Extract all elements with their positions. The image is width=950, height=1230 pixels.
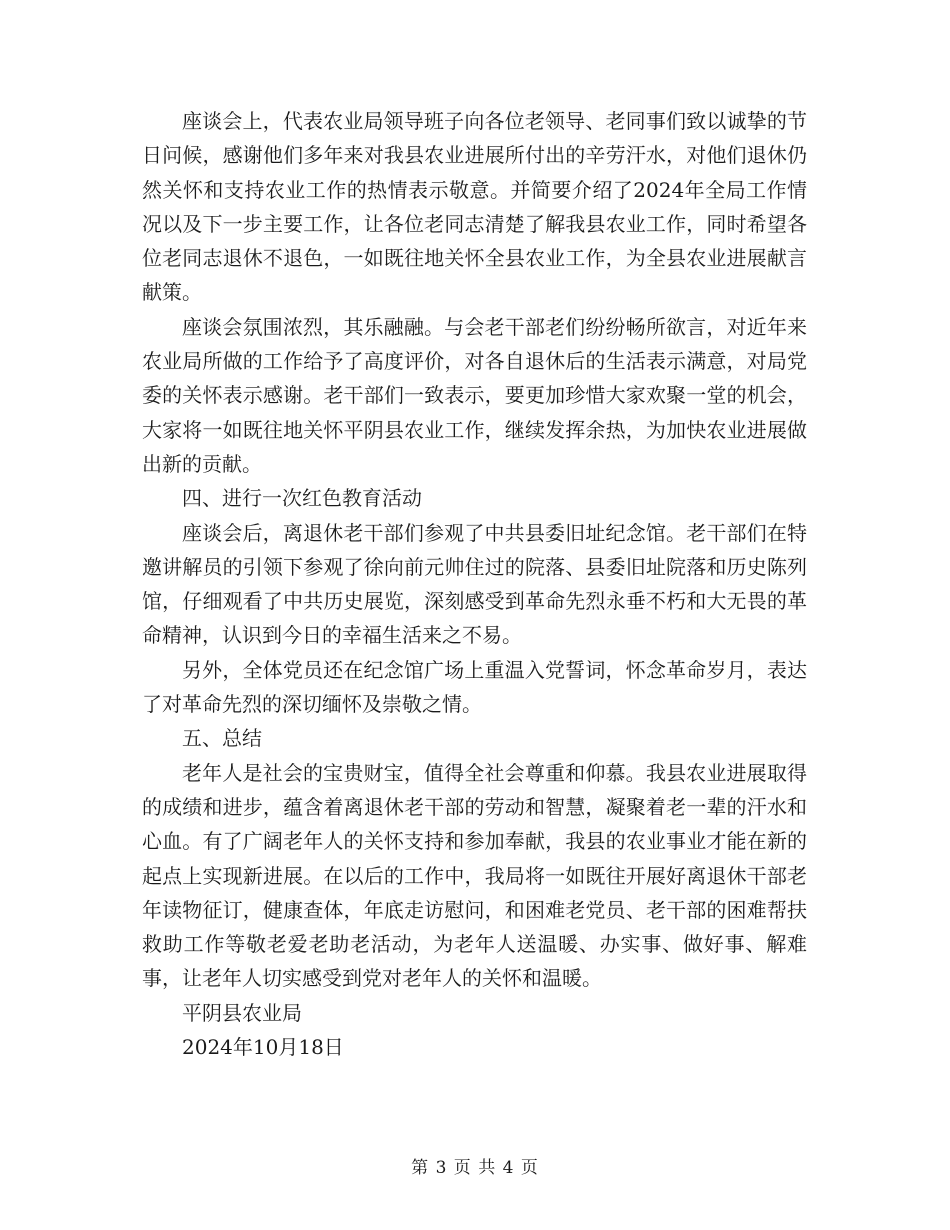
signature-date: 2024年10月18日: [182, 1035, 344, 1060]
section-heading-summary: 五、总结: [182, 726, 262, 751]
document-body: [142, 104, 807, 1064]
paragraph-symposium-atmosphere: 座谈会氛围浓烈，其乐融融。与会老干部老们纷纷畅所欲言，对近年来农业局所做的工作给予了高度评价，对各自退休后的生活表示满意，对局党委的关怀表示感谢。老干部们一致表示，要更加珍惜大家欢聚一堂的机会，大家将一如既往地关怀平阴县农业工作，继续发挥余热，为加快农业进展做出新的贡献。: [142, 314, 807, 476]
paragraph-memorial-visit: 座谈会后，离退休老干部们参观了中共县委旧址纪念馆。老干部们在特邀讲解员的引领下参观了徐向前元帅住过的院落、县委旧址院落和历史陈列馆，仔细观看了中共历史展览，深刻感受到革命先烈永垂不朽和大无畏的革命精神，认识到今日的幸福生活来之不易。: [142, 520, 807, 648]
paragraph-summary: 老年人是社会的宝贵财宝，值得全社会尊重和仰慕。我县农业进展取得的成绩和进步，蕴含着离退休老干部的劳动和智慧，凝聚着老一辈的汗水和心血。有了广阔老年人的关怀支持和参加奉献，我县的农业事业才能在新的起点上实现新进展。在以后的工作中，我局将一如既往开展好离退休干部老年读物征订，健康查体，年底走访慰问，和困难老党员、老干部的困难帮扶救助工作等敬老爱老助老活动，为老年人送温暖、办实事、做好事、解难事，让老年人切实感受到党对老年人的关怀和温暖。: [142, 760, 807, 991]
signature-organization: 平阴县农业局: [182, 1000, 302, 1025]
paragraph-party-oath: 另外，全体党员还在纪念馆广场上重温入党誓词，怀念革命岁月，表达了对革命先烈的深切缅怀及崇敬之情。: [142, 657, 807, 717]
section-heading-red-education: 四、进行一次红色教育活动: [182, 486, 422, 511]
paragraph-symposium-greeting: 座谈会上，代表农业局领导班子向各位老领导、老同事们致以诚挚的节日问候，感谢他们多年来对我县农业进展所付出的辛劳汗水，对他们退休仍然关怀和支持农业工作的热情表示敬意。并简要介绍了2024年全局工作情况以及下一步主要工作，让各位老同志清楚了解我县农业工作，同时希望各位老同志退休不退色，一如既往地关怀全县农业工作，为全县农业进展献言献策。: [142, 109, 807, 305]
page-number-footer: 第 3 页 共 4 页: [411, 1158, 539, 1178]
